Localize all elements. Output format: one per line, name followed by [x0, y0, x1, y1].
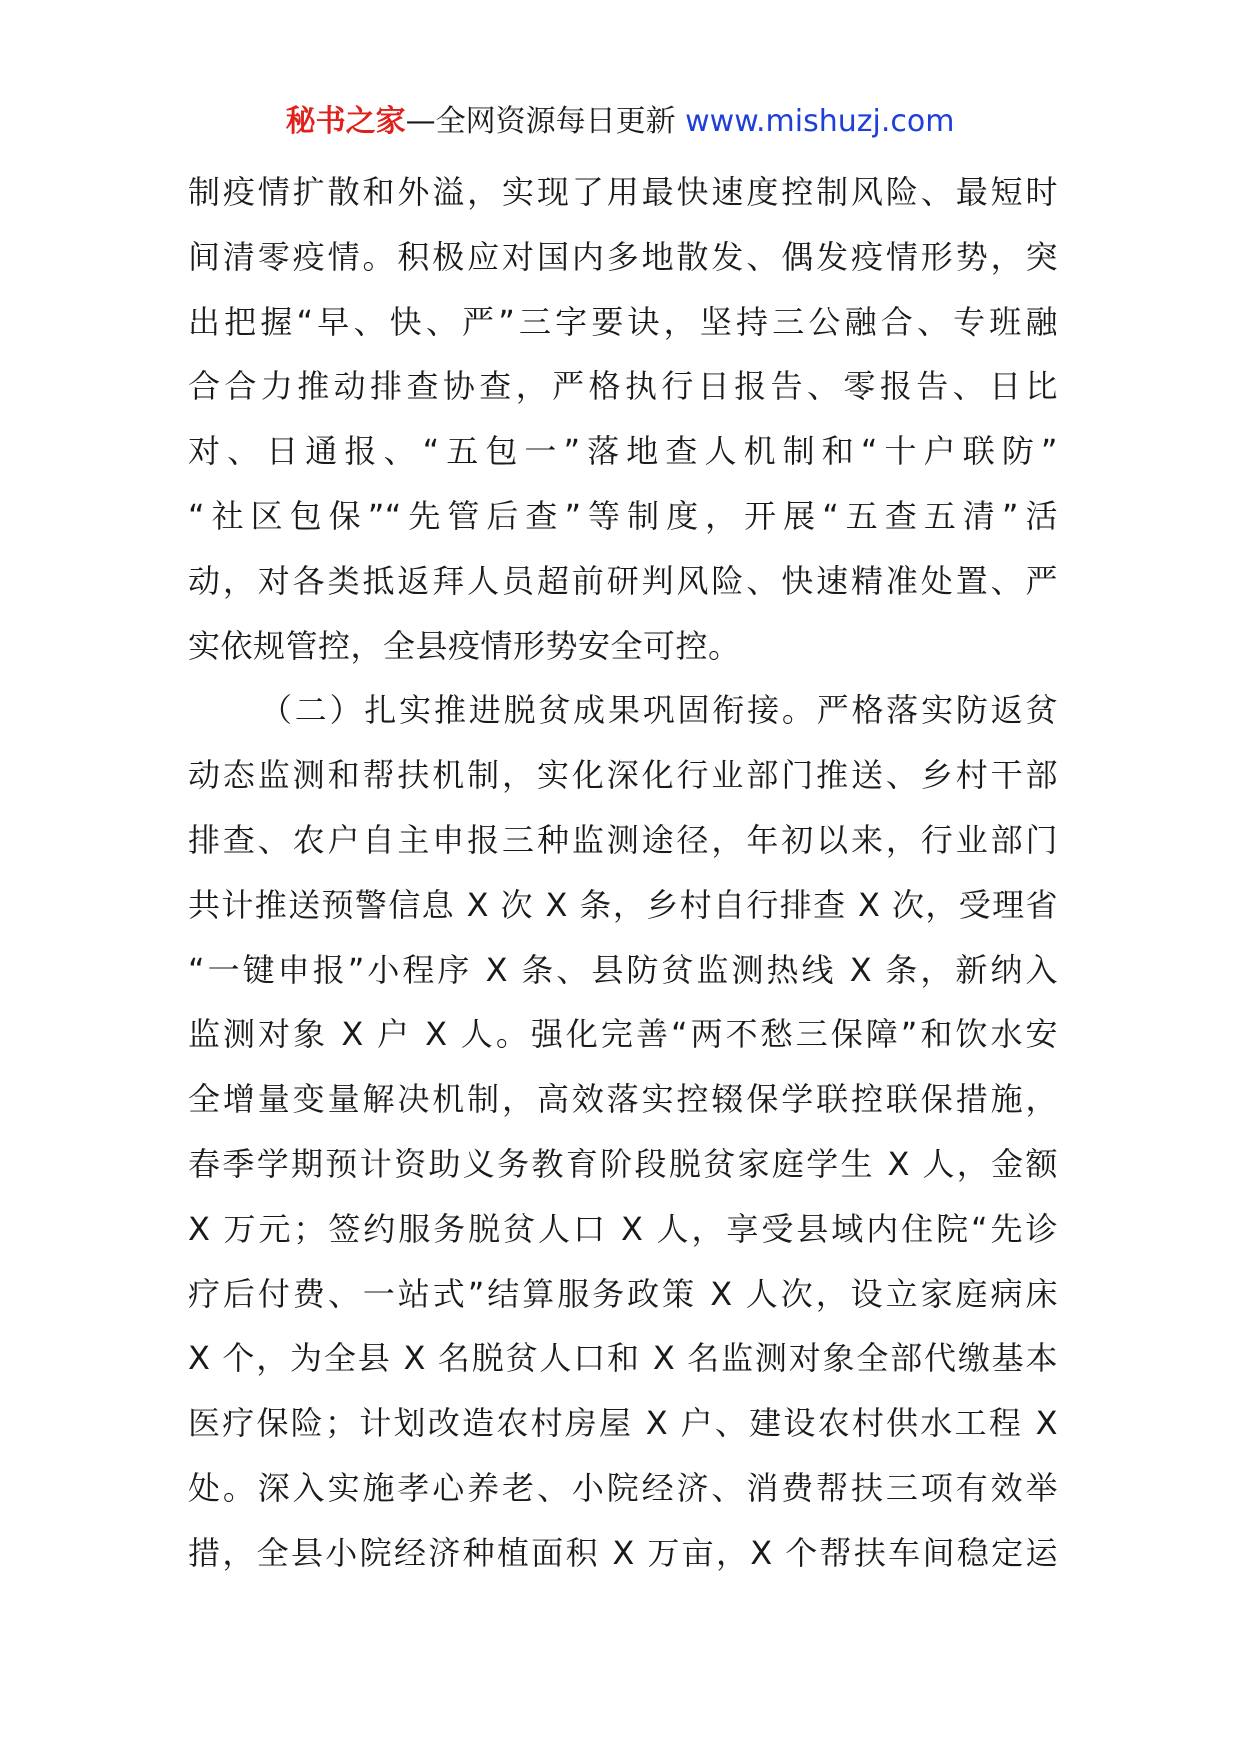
text-line: X 万元；签约服务脱贫人口 X 人，享受县域内住院“先诊	[188, 1209, 1058, 1248]
text-line: 对、日通报、“五包一”落地查人机制和“十户联防”	[188, 432, 1058, 471]
text-line: 监测对象 X 户 X 人。强化完善“两不愁三保障”和饮水安	[188, 1015, 1058, 1054]
text-line: “社区包保”“先管后查”等制度，开展“五查五清”活	[188, 496, 1058, 535]
text-line: 措，全县小院经济种植面积 X 万亩，X 个帮扶车间稳定运	[188, 1533, 1058, 1572]
text-line: X 个，为全县 X 名脱贫人口和 X 名监测对象全部代缴基本	[188, 1339, 1058, 1378]
text-line: 实依规管控，全县疫情形势安全可控。	[188, 626, 741, 665]
text-line: 动，对各类抵返拜人员超前研判风险、快速精准处置、严	[188, 561, 1058, 600]
text-line: 排查、农户自主申报三种监测途径，年初以来，行业部门	[188, 820, 1058, 859]
text-line: 医疗保险；计划改造农村房屋 X 户、建设农村供水工程 X	[188, 1404, 1058, 1443]
text-line: 共计推送预警信息 X 次 X 条，乡村自行排查 X 次，受理省	[188, 885, 1058, 924]
document-body	[188, 160, 1058, 1586]
header-brand: 秘书之家	[285, 104, 406, 139]
text-line: 处。深入实施孝心养老、小院经济、消费帮扶三项有效举	[188, 1468, 1058, 1507]
text-line: 制疫情扩散和外溢，实现了用最快速度控制风险、最短时	[188, 173, 1058, 211]
text-line: 疗后付费、一站式”结算服务政策 X 人次，设立家庭病床	[188, 1274, 1058, 1313]
text-line: “一键申报”小程序 X 条、县防贫监测热线 X 条，新纳入	[188, 950, 1058, 989]
text-line: 春季学期预计资助义务教育阶段脱贫家庭学生 X 人，金额	[188, 1144, 1058, 1183]
text-line: 间清零疫情。积极应对国内多地散发、偶发疫情形势，突	[188, 237, 1058, 276]
text-line: 合合力推动排查协查，严格执行日报告、零报告、日比	[188, 367, 1058, 406]
text-line: 全增量变量解决机制，高效落实控辍保学联控联保措施，	[188, 1080, 1058, 1119]
text-line: 出把握“早、快、严”三字要诀，坚持三公融合、专班融	[188, 302, 1058, 341]
page-header	[0, 100, 1240, 144]
header-url-link[interactable]: www.mishuzj.com	[685, 104, 955, 139]
text-line: 动态监测和帮扶机制，实化深化行业部门推送、乡村干部	[188, 756, 1058, 795]
header-tagline: —全网资源每日更新	[405, 104, 676, 139]
section-heading-line: （二）扎实推进脱贫成果巩固衔接。严格落实防返贫	[260, 691, 1058, 730]
